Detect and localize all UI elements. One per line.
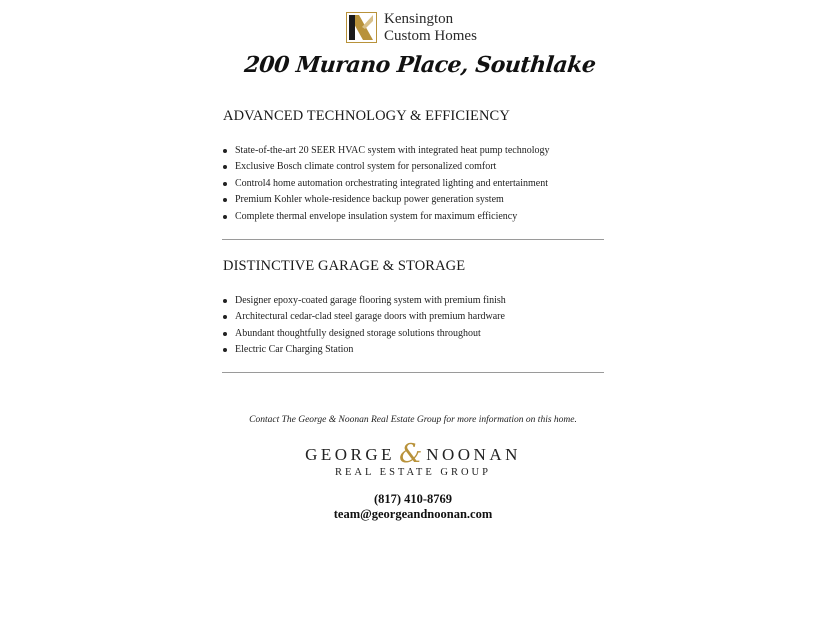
brand-name-line2: Custom Homes: [384, 28, 477, 44]
brand-name: [384, 11, 477, 45]
george-noonan-logo: [0, 440, 826, 478]
firm-name-right: NOONAN: [426, 445, 521, 464]
contact-phone[interactable]: (817) 410-8769: [373, 492, 453, 506]
ampersand-mark: &: [399, 439, 423, 469]
list-item: Complete thermal envelope insulation system for maximum efficiency: [223, 209, 608, 225]
firm-name-left: GEORGE: [305, 445, 396, 464]
divider: [222, 239, 604, 240]
list-item: State-of-the-art 20 SEER HVAC system with integrated heat pump technology: [223, 143, 608, 159]
feature-list: [223, 143, 608, 225]
list-item: Premium Kohler whole-residence backup power generation system: [223, 192, 608, 208]
feature-list: [223, 293, 608, 359]
section-heading: DISTINCTIVE GARAGE & STORAGE: [223, 258, 466, 274]
section-technology: [223, 108, 608, 225]
list-item: Control4 home automation orchestrating integrated lighting and entertainment: [223, 176, 608, 192]
brand-name-line1: Kensington: [384, 11, 454, 27]
contact-email[interactable]: team@georgeandnoonan.com: [333, 507, 493, 521]
list-item: Architectural cedar-clad steel garage doors with premium hardware: [223, 309, 608, 325]
brand-header: [346, 12, 546, 46]
list-item: Designer epoxy-coated garage flooring system with premium finish: [223, 293, 608, 309]
property-address: 200 Murano Place, Southlake: [243, 52, 597, 78]
kensington-monogram-icon: [346, 12, 377, 43]
section-heading: ADVANCED TECHNOLOGY & EFFICIENCY: [223, 108, 510, 124]
list-item: Exclusive Bosch climate control system for personalized comfort: [223, 159, 608, 175]
list-item: Electric Car Charging Station: [223, 342, 608, 358]
section-garage: [223, 258, 608, 359]
list-item: Abundant thoughtfully designed storage solutions throughout: [223, 326, 608, 342]
contact-note: Contact The George & Noonan Real Estate Group for more information on this home.: [249, 415, 577, 425]
firm-subtitle: REAL ESTATE GROUP: [335, 467, 491, 478]
divider: [222, 372, 604, 373]
